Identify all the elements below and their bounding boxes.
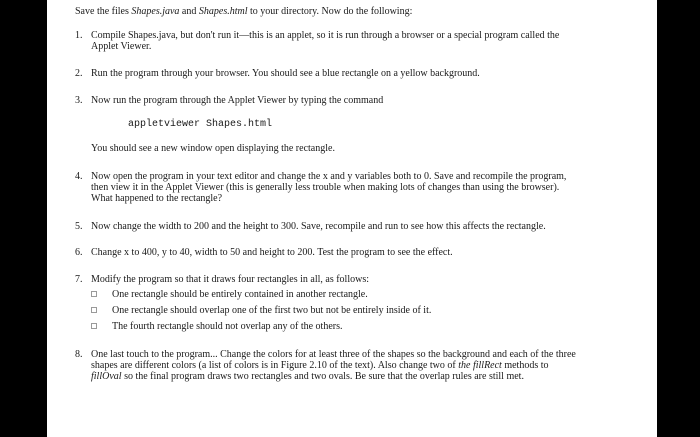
step-1-line-2: Applet Viewer. [91, 41, 152, 52]
step-3-line-1: Now run the program through the Applet Viewer by typing the command [91, 95, 384, 106]
bullet-box-icon [91, 323, 97, 329]
step-7-number: 7. [75, 274, 83, 285]
step-1-number: 1. [75, 30, 83, 41]
bullet-box-icon [91, 307, 97, 313]
step-5-line-1: Now change the width to 200 and the height to 300. Save, recompile and run to see how this affects the rectangle. [91, 221, 546, 232]
command-text: appletviewer Shapes.html [128, 119, 273, 130]
step-7-bullet-2: One rectangle should overlap one of the first two but not be entirely inside of it. [112, 305, 432, 316]
file-name-html: Shapes.html [198, 6, 248, 17]
intro-line: Save the files Shapes.java and Shapes.html to your directory. Now do the following: [75, 6, 413, 17]
step-7-bullet-3: The fourth rectangle should not overlap any of the others. [112, 321, 343, 332]
step-2-number: 2. [75, 68, 83, 79]
step-4-line-3: What happened to the rectangle? [91, 193, 223, 204]
step-8-line-3: fillOval so the final program draws two rectangles and two ovals. Be sure that the overlap rules are still met. [91, 371, 524, 382]
step-4-line-2: then view it in the Applet Viewer (this is generally less trouble when making lots of changes than using the browser). [91, 182, 560, 193]
step-2-line-1: Run the program through your browser. You should see a blue rectangle on a yellow background. [91, 68, 480, 79]
file-name-java: Shapes.java [131, 6, 180, 17]
step-1-line-1: Compile Shapes.java, but don't run it—this is an applet, so it is run through a browser or a special program called the [91, 30, 560, 41]
step-4-number: 4. [75, 171, 83, 182]
step-8-line-2: shapes are different colors (a list of colors is in Figure 2.10 of the text). Also change two of the fillRect methods to [91, 360, 549, 371]
step-5-number: 5. [75, 221, 83, 232]
step-6-number: 6. [75, 247, 83, 258]
fillrect-term: the fillRect [458, 360, 502, 371]
step-3-number: 3. [75, 95, 83, 106]
step-8-line-1: One last touch to the program... Change the colors for at least three of the shapes so the background and each of the three [91, 349, 576, 360]
filloval-term: fillOval [91, 371, 122, 382]
step-6-line-1: Change x to 400, y to 40, width to 50 and height to 200. Test the program to see the effect. [91, 247, 453, 258]
bullet-box-icon [91, 291, 97, 297]
step-7-bullet-1: One rectangle should be entirely contained in another rectangle. [112, 289, 368, 300]
step-8-number: 8. [75, 349, 83, 360]
document-page [47, 0, 657, 437]
step-4-line-1: Now open the program in your text editor and change the x and y variables both to 0. Save and recompile the program, [91, 171, 567, 182]
step-3-note: You should see a new window open displaying the rectangle. [91, 143, 335, 154]
step-7-line-1: Modify the program so that it draws four rectangles in all, as follows: [91, 274, 369, 285]
